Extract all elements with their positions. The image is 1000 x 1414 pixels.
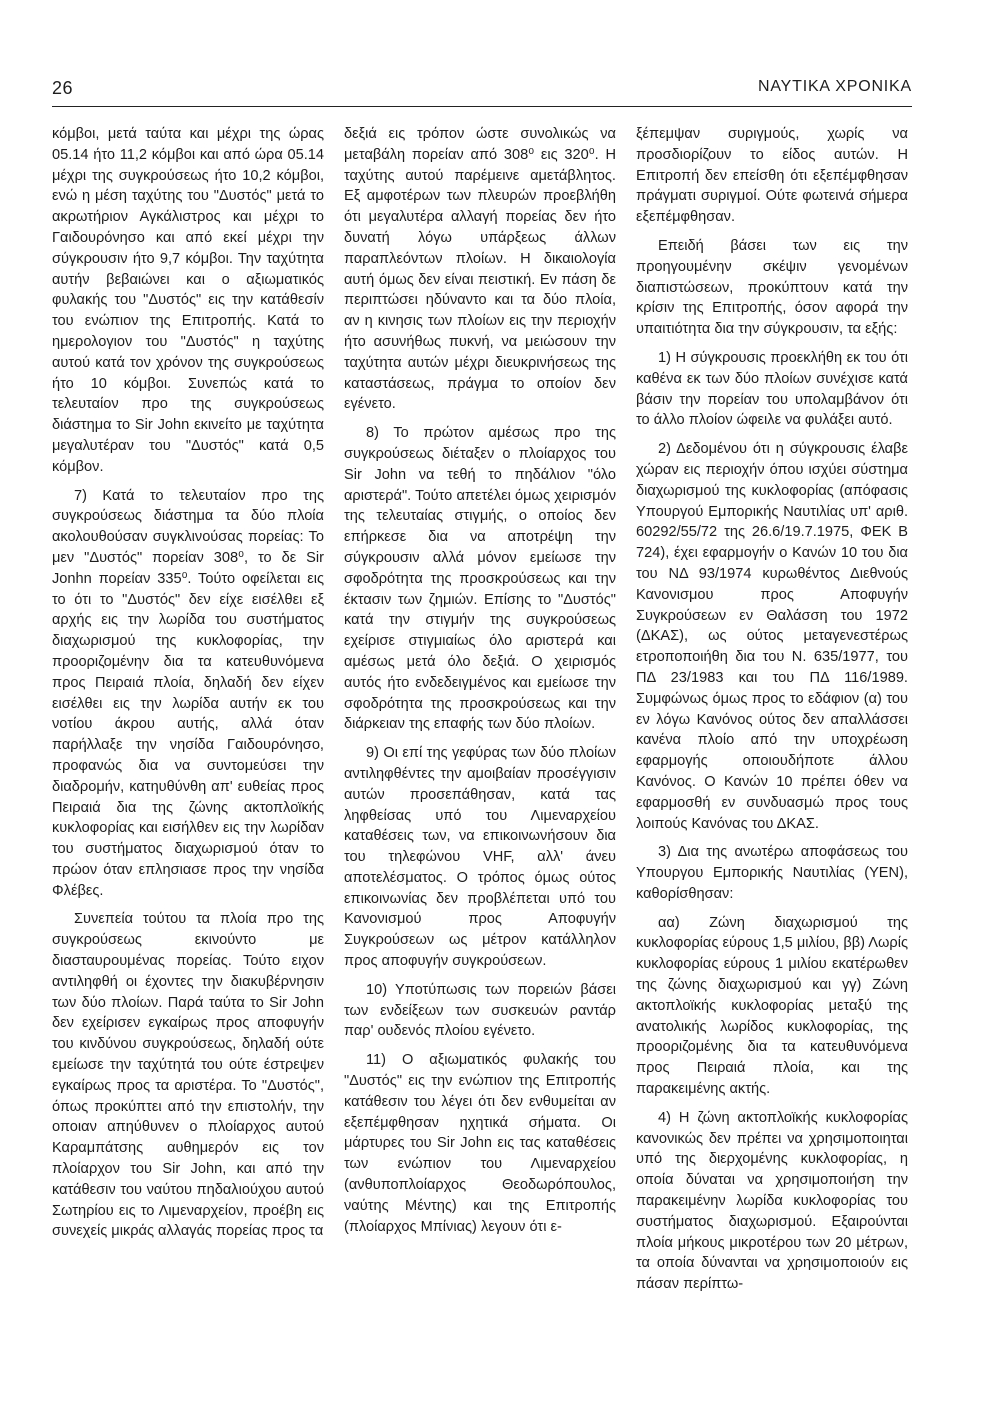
text-column-1 xyxy=(52,124,324,1250)
text-column-2 xyxy=(344,124,616,1245)
page-number: 26 xyxy=(52,78,74,98)
paragraph: Επειδή βάσει των εις την προηγουμένην σκέψιν γενομένων διαπιστώσεων, προκύπτουν κατά την κρίσιν της Επιτροπής, όσον αφορά την υπαιτιότητα δια την σύγκρουσιν, τα εξής: xyxy=(636,237,908,338)
paragraph: ξέπεμψαν συριγμούς, χωρίς να προσδιορίζουν το είδος αυτών. Η Επιτροπή δεν επείσθη ότι εξεπέμφθησαν πράγματι συριγμοί. Ούτε φωτεινά σήμερα εξεπέμφθησαν. xyxy=(636,126,908,226)
paragraph: 1) Η σύγκρουσις προεκλήθη εκ του ότι καθένα εκ των δύο πλοίων συνέχισε κατά βάσιν την πορείαν του υπολαμβάνον ότι το άλλο πλοίον ώφειλε να φυλάξει αυτό. xyxy=(636,349,908,429)
paragraph: Συνεπεία τούτου τα πλοία προ της συγκρούσεως εκινούντο με διασταυρουμένας πορείας. Τούτο ειχον αντιληφθή οι έχοντες την διακυβέρνησιν των δύο πλοίων. Παρά ταύτα το Sir John δεν εχείρισεν εγκαίρως προς αποφυγήν του κινδύνου συγκρούσεως, δηλαδή ούτε εμείωσε την ταχύτητά του ούτε έστρεψεν εγκαίρως προς τα αριστέρα. Το "Δυστός", όπως προκύπτει από την επιστολήν, την οποιαν απηύθυνεν ο πλοίαρχος αυτού Καραμπάτσης αυθημερόν εις τον πλοίαρχον του Sir John, και από την κατάθεσιν του ναύτου πηδαλιούχου αυτού Σωτηρίου εις το Λιμεναρχείον, προέβη εις συνεχείς μικράς αλλαγάς πορείας προς τα xyxy=(52,911,324,1240)
magazine-title: ΝΑΥΤΙΚΑ ΧΡΟΝΙΚΑ xyxy=(758,78,912,95)
paragraph: κόμβοι, μετά ταύτα και μέχρι της ώρας 05.14 ήτο 11,2 κόμβοι και από ώρα 05.14 μέχρι της συγκρούσεως ήτο 10,2 κόμβοι, ενώ η μέση ταχύτης του "Δυστός" μετά το ακρωτήριον Αγκάλιστρος και μέχρι το Γαιδουρόνησο και από εκεί μέχρι την σύγκρουσιν ήτο 9,7 κόμβοι. Την ταχύτητα αυτήν βεβαιώνει και ο αξιωματικός φυλακής του "Δυστός" εις την κατάθεσίν του ενώπιον της Επιτροπής. Κατά το ημερολογιον του "Δυστός" η ταχύτης αυτού κατά τον χρόνον της συγκρούσεως ήτο 10 κόμβοι. Συνεπώς κατά το τελευταίον προ της συγκρούσεως διάστημα το Sir John εκινείτο με ταχύτητα μεγαλυτέραν του "Δυστός" κατά 0,5 κόμβον. xyxy=(52,126,324,475)
paragraph: 2) Δεδομένου ότι η σύγκρουσις έλαβε χώραν εις περιοχήν όπου ισχύει σύστημα διαχωρισμού της κυκλοφορίας (απόφασις Υπουργού Εμπορικής Ναυτιλίας υπ' αριθ. 60292/55/72 της 26.6/19.7.1975, ΦΕΚ Β 724), έχει εφαρμογήν ο Κανών 10 του δια του ΝΔ 93/1974 κυρωθέντος Διεθνούς Κανονισμου προς Αποφυγήν Συγκρούσεων εν Θαλάσση του 1972 (ΔΚΑΣ), ως ούτος μεταγενεστέρως ετροποποιήθη δια του Ν. 635/1977, του ΠΔ 23/1983 και του ΠΔ 116/1989. Συμφώνως όμως προς το εδάφιον (α) του εν λόγω Κανόνος ούτος δεν απαλλάσσει κανένα πλοίο από την υποχρέωση εφαρμογής οποιουδήποτε άλλου Κανόνος. Ο Κανών 10 πρέπει όθεν να εφαρμοσθή εν συνδυασμώ προς τους λοιπούς Κανόνας του ΔΚΑΣ. xyxy=(636,441,908,832)
article-body xyxy=(52,124,912,1374)
text-column-3 xyxy=(636,124,908,1303)
paragraph: δεξιά εις τρόπον ώστε συνολικώς να μεταβάλη πορείαν από 308⁰ εις 320⁰. Η ταχύτης αυτού παρέμεινε αμετάβλητος. Εξ αμφοτέρων των πλευρών προεβλήθη ότι μεγαλυτέρα αλλαγή πορείας δεν ήτο δυνατή λόγω υπάρξεως άλλων παραπλεόντων πλοίων. Η δικαιολογία αυτή όμως δεν είναι πειστική. Εν πάση δε περιπτώσει ηδύναντο και τα δύο πλοία, αν η κινησις των πλοίων εις την περιοχήν ήτο ασυνήθως πυκνή, να μειώσουν την ταχύτητα αυτών μέχρι διευκρινήσεως της καταστάσεως, πράγμα το οποίον δεν εγένετο. xyxy=(344,126,616,413)
paragraph: 7) Κατά το τελευταίον προ της συγκρούσεως διάστημα τα δύο πλοία ακολουθούσαν συγκλινούσας πορείας: Το μεν "Δυστός" πορείαν 308⁰, το δε Sir Jonhn πορείαν 335⁰. Τούτο οφείλεται εις το ότι το "Δυστός" δεν είχε εισέλθει εξ αρχής εις την λωρίδα του συστήματος διαχωρισμού της κυκλοφορίας, την προοριζομένην δια τα κατευθυνόμενα προς Πειραιά πλοία, δηλαδή δεν είχεν εισέλθει εις την λωρίδα αυτήν εκ του νοτίου άκρου αυτής, αλλά όταν παρήλλαξε την νησίδα Γαιδουρόνησο, προφανώς δια να συντομεύσει την διαδρομήν, κατηυθύνθη απ' ευθείας προς Πειραιά δια της ζώνης ακτοπλοϊκής κυκλοφορίας και εισήλθεν εις την λωρίδαν του συστήματος διαχωρισμού όταν το πρώον όταν επλησιασε προς την νησίδα Φλέβες. xyxy=(52,487,324,899)
paragraph: 8) Το πρώτον αμέσως προ της συγκρούσεως διέταξεν ο πλοίαρχος του Sir John να τεθή το πηδάλιον "όλο αριστερά". Τούτο απετέλει όμως χειρισμόν της τελευταίας στιγμής, ο οποίος δεν επήρκεσε δια να αποτρέψη την σύγκρουσιν αλλά μόνον εμείωσε την σφοδρότητα της προσκρούσεως και την έκτασιν των ζημιών. Επίσης το "Δυστός" κατά την στιγμήν της συγκρούσεως εχείρισε στιγμιαίως όλο αριστερά και αμέσως μετά όλο δεξιά. Ο χειρισμός αυτός ήτο ενδεδειγμένος και εμείωσε την σφοδρότητα της προσκρούσεως και την διάρκειαν της επαφής των δύο πλοίων. xyxy=(344,425,616,733)
header-rule xyxy=(52,106,912,107)
paragraph: 11) Ο αξιωματικός φυλακής του "Δυστός" εις την ενώπιον της Επιτροπής κατάθεσιν του λέγει ότι δεν ενθυμείται αν εξεπέμφθησαν ηχητικά σήματα. Οι μάρτυρες του Sir John εις τας καταθέσεις των ενώπιον του Λιμεναρχείου (ανθυποπλοίαρχος Θεοδωρόπουλος, ναύτης Μέντης) και της Επιτροπής (πλοίαρχος Μπίνιας) λεγουν ότι ε- xyxy=(344,1052,616,1235)
paragraph: 10) Υποτύπωσις των πορειών βάσει των ενδείξεων των συσκευών ραντάρ παρ' ουδενός πλοίου εγένετο. xyxy=(344,981,616,1040)
paragraph: 3) Δια της ανωτέρω αποφάσεως του Υπουργου Εμπορικής Ναυτιλίας (ΥΕΝ), καθορίσθησαν: xyxy=(636,844,908,902)
paragraph: αα) Ζώνη διαχωρισμού της κυκλοφορίας εύρους 1,5 μιλίου, ββ) Λωρίς κυκλοφορίας εύρους 1 μιλίου εκατέρωθεν της ζώνης διαχωρισμού και γγ) Ζώνη ακτοπλοϊκής κυκλοφορίας μεταξύ της ανατολικής λωρίδος κυκλοφορίας, της προοριζομένης δια τα κατευθυνόμενα προς Πειραιά πλοία, και της παρακειμένης ακτής. xyxy=(636,914,908,1098)
page-header xyxy=(52,78,912,102)
paragraph: 9) Οι επί της γεφύρας των δύο πλοίων αντιληφθέντες την αμοιβαίαν προσέγγισιν αυτών προσεπάθησαν, κατά τας ληφθείσας υπό του Λιμεναρχείου καταθέσεις των, να επικοινωνήσουν δια του τηλεφώνου VHF, αλλ' άνευ αποτελέσματος. Ο τρόπος όμως ούτος επικοινωνίας δεν προβλέπεται υπό του Κανονισμού προς Αποφυγήν Συγκρούσεων ως μέτρον κατάλληλον προς αποφυγήν συγκρούσεων. xyxy=(344,745,616,970)
paragraph: 4) Η ζώνη ακτοπλοϊκής κυκλοφορίας κανονικώς δεν πρέπει να χρησιμοποιηται υπό της διερχομένης κυκλοφορίας, η οποία δύναται να χρησιμοποιήση την παρακειμένην λωρίδα κυκλοφορίας του συστήματος διαχωρισμού. Εξαιρούνται πλοία μήκους μικροτέρου των 20 μέτρων, τα οποία δύνανται να χρησιμοποιούν εις πάσαν περίπτω- xyxy=(636,1109,908,1293)
